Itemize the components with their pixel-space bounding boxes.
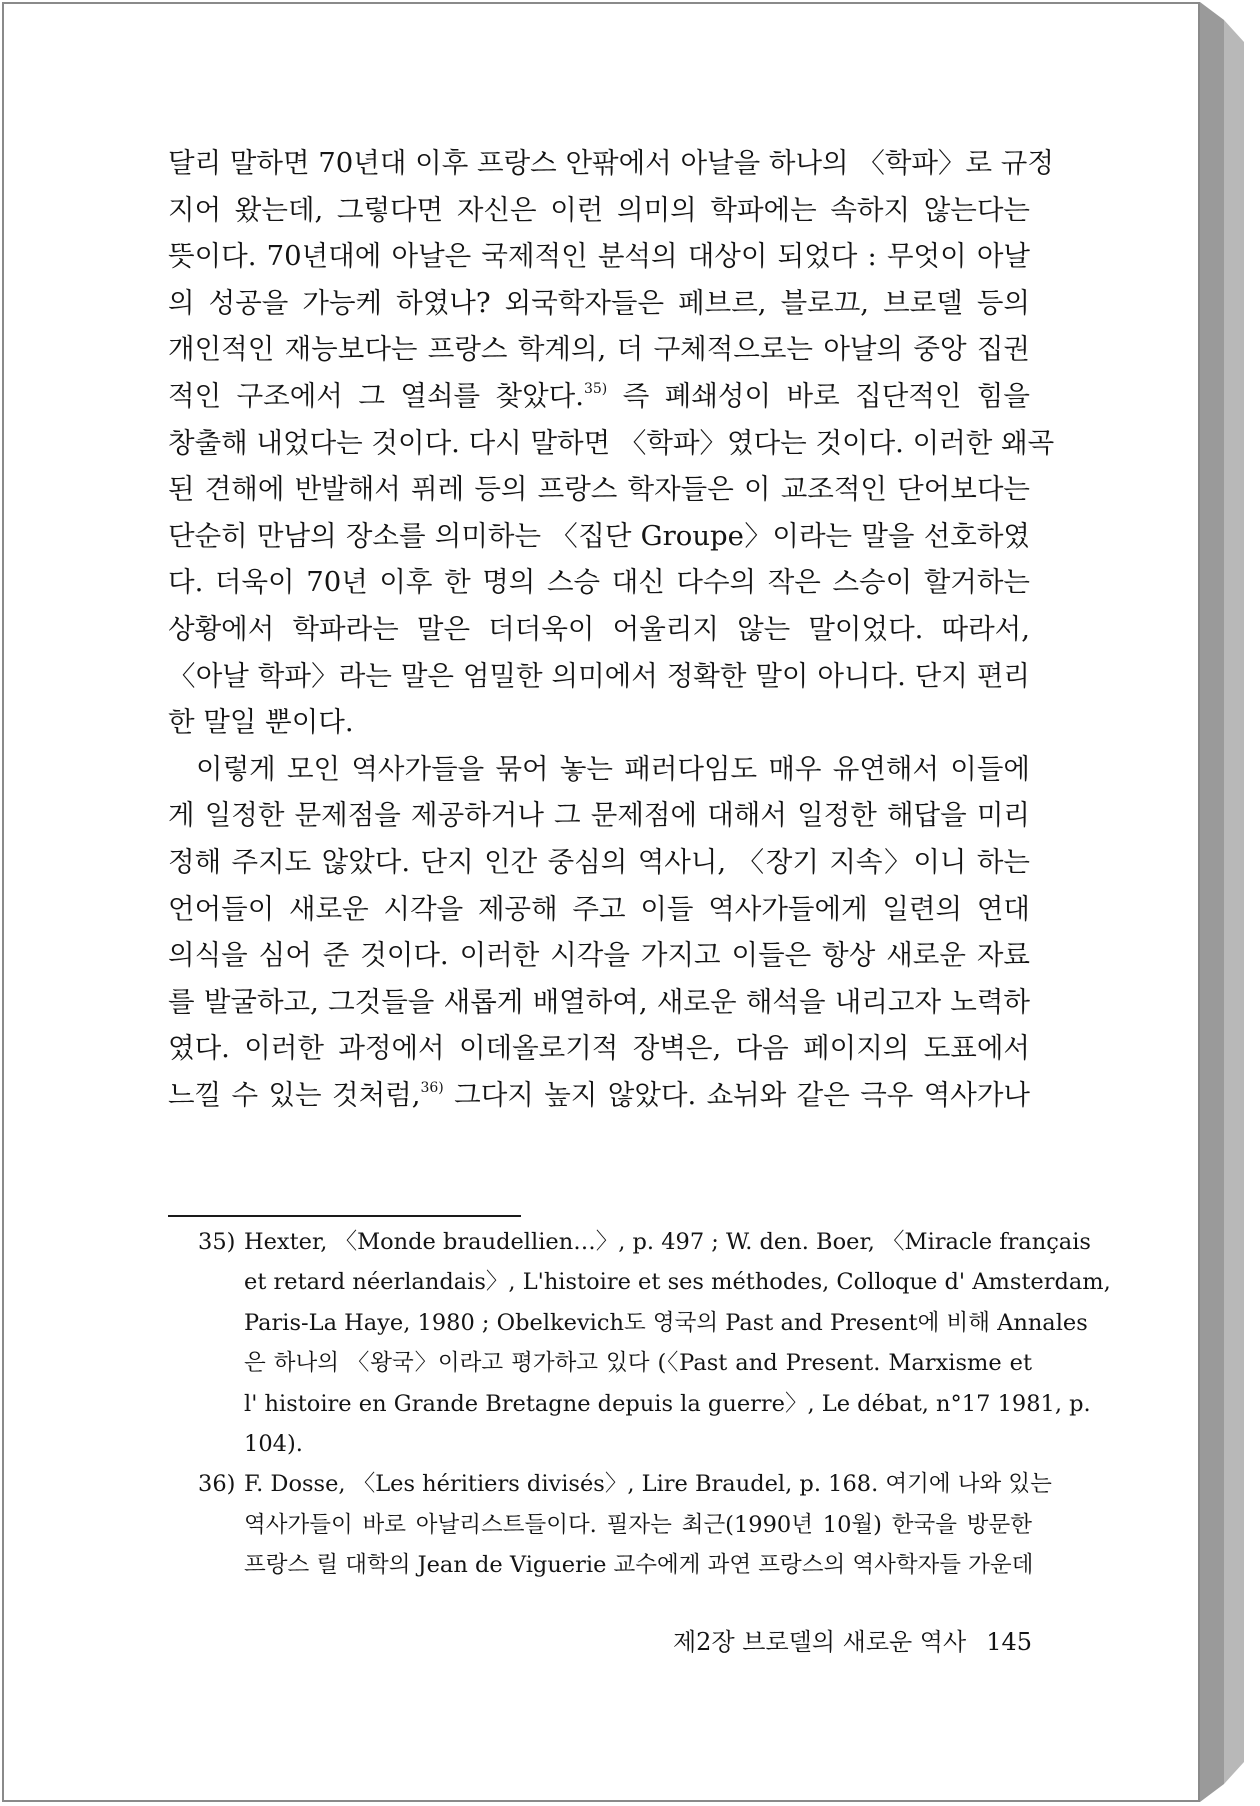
body-line: 언어들이 새로운 시각을 제공해 주고 이들 역사가들에게 일련의 연대: [168, 892, 1030, 925]
footnote-divider: [168, 1215, 521, 1217]
body-line: 뜻이다. 70년대에 아날은 국제적인 분석의 대상이 되었다 : 무엇이 아날: [168, 240, 1030, 273]
footnote-line: l' histoire en Grande Bretagne depuis la guerre〉, Le débat, n°17 1981, p.: [244, 1390, 1091, 1417]
page-number: 145: [986, 1628, 1032, 1656]
page-edge-shadow: [1200, 2, 1256, 1802]
body-line: 의 성공을 가능케 하였나? 외국학자들은 페브르, 블로끄, 브로델 등의: [168, 286, 1030, 319]
body-line: 창출해 내었다는 것이다. 다시 말하면 〈학파〉였다는 것이다. 이러한 왜곡: [168, 426, 1055, 459]
body-line: 를 발굴하고, 그것들을 새롭게 배열하여, 새로운 해석을 내리고자 노력하: [168, 985, 1030, 1018]
footnote-ref-36: 36): [420, 1079, 444, 1096]
body-line-part: 즉 폐쇄성이 바로 집단적인 힘을: [622, 379, 1030, 412]
body-line: 상황에서 학파라는 말은 더더욱이 어울리지 않는 말이었다. 따라서,: [168, 612, 1030, 645]
paragraph-first-line: 이렇게 모인 역사가들을 묶어 놓는 패러다임도 매우 유연해서 이들에: [196, 752, 1030, 785]
body-line: 된 견해에 반발해서 퓌레 등의 프랑스 학자들은 이 교조적인 단어보다는: [168, 473, 1030, 506]
footnote-line: F. Dosse, 〈Les héritiers divisés〉, Lire Braudel, p. 168. 여기에 나와 있는: [244, 1471, 1052, 1498]
footnote-line: et retard néerlandais〉, L'histoire et ses méthodes, Colloque d' Amsterdam,: [244, 1269, 1111, 1296]
body-line: [168, 1072, 1030, 1119]
body-line: [168, 373, 1030, 420]
body-line: 〈아날 학파〉라는 말은 엄밀한 의미에서 정확한 말이 아니다. 단지 편리: [168, 659, 1030, 692]
body-text: [168, 140, 1055, 1118]
footnote-line: 역사가들이 바로 아날리스트들이다. 필자는 최근(1990년 10월) 한국을 방문한: [244, 1511, 1032, 1538]
body-line: 지어 왔는데, 그렇다면 자신은 이런 의미의 학파에는 속하지 않는다는: [168, 193, 1030, 226]
footnote-line: 프랑스 릴 대학의 Jean de Viguerie 교수에게 과연 프랑스의 역사학자들 가운데: [244, 1552, 1034, 1579]
body-line-part: 적인 구조에서 그 열쇠를 찾았다.: [168, 379, 584, 412]
footnote-number: 35): [198, 1229, 236, 1255]
body-line: 였다. 이러한 과정에서 이데올로기적 장벽은, 다음 페이지의 도표에서: [168, 1032, 1030, 1065]
body-line: 달리 말하면 70년대 이후 프랑스 안팎에서 아날을 하나의 〈학파〉로 규정: [168, 147, 1054, 179]
footnote-line: Hexter, 〈Monde braudellien…〉, p. 497 ; W. den. Boer, 〈Miracle français: [244, 1229, 1091, 1255]
footnote-ref-35: 35): [583, 380, 608, 397]
body-line: 한 말일 뿐이다.: [168, 706, 354, 739]
footnote-line: 은 하나의 〈왕국〉이라고 평가하고 있다 (〈Past and Present. Marxisme et: [244, 1350, 1032, 1377]
footnote-number: 36): [198, 1471, 236, 1498]
body-line: 의식을 심어 준 것이다. 이러한 시각을 가지고 이들은 항상 새로운 자료: [168, 939, 1030, 972]
body-line: 게 일정한 문제점을 제공하거나 그 문제점에 대해서 일정한 해답을 미리: [168, 799, 1030, 832]
footnote-line: Paris-La Haye, 1980 ; Obelkevich도 영국의 Past and Present에 비해 Annales: [244, 1309, 1088, 1336]
body-line: 다. 더욱이 70년 이후 한 명의 스승 대신 다수의 작은 스승이 할거하는: [168, 566, 1030, 599]
body-line-part: 느낄 수 있는 것처럼,: [168, 1078, 421, 1111]
body-line-part: 그다지 높지 않았다. 쇼뉘와 같은 극우 역사가나: [454, 1078, 1030, 1111]
footnote-35: [198, 1222, 1111, 1464]
body-line: 정해 주지도 않았다. 단지 인간 중심의 역사니, 〈장기 지속〉이니 하는: [168, 845, 1030, 878]
footnote-36: [198, 1464, 1052, 1585]
footnotes: [198, 1222, 1111, 1586]
chapter-title: 제2장 브로델의 새로운 역사: [673, 1628, 967, 1656]
body-line: 단순히 만남의 장소를 의미하는 〈집단 Groupe〉이라는 말을 선호하였: [168, 519, 1030, 552]
footnote-line: 104).: [244, 1430, 303, 1457]
running-footer: [652, 1622, 1032, 1657]
body-line: 개인적인 재능보다는 프랑스 학계의, 더 구체적으로는 아날의 중앙 집권: [168, 333, 1030, 366]
